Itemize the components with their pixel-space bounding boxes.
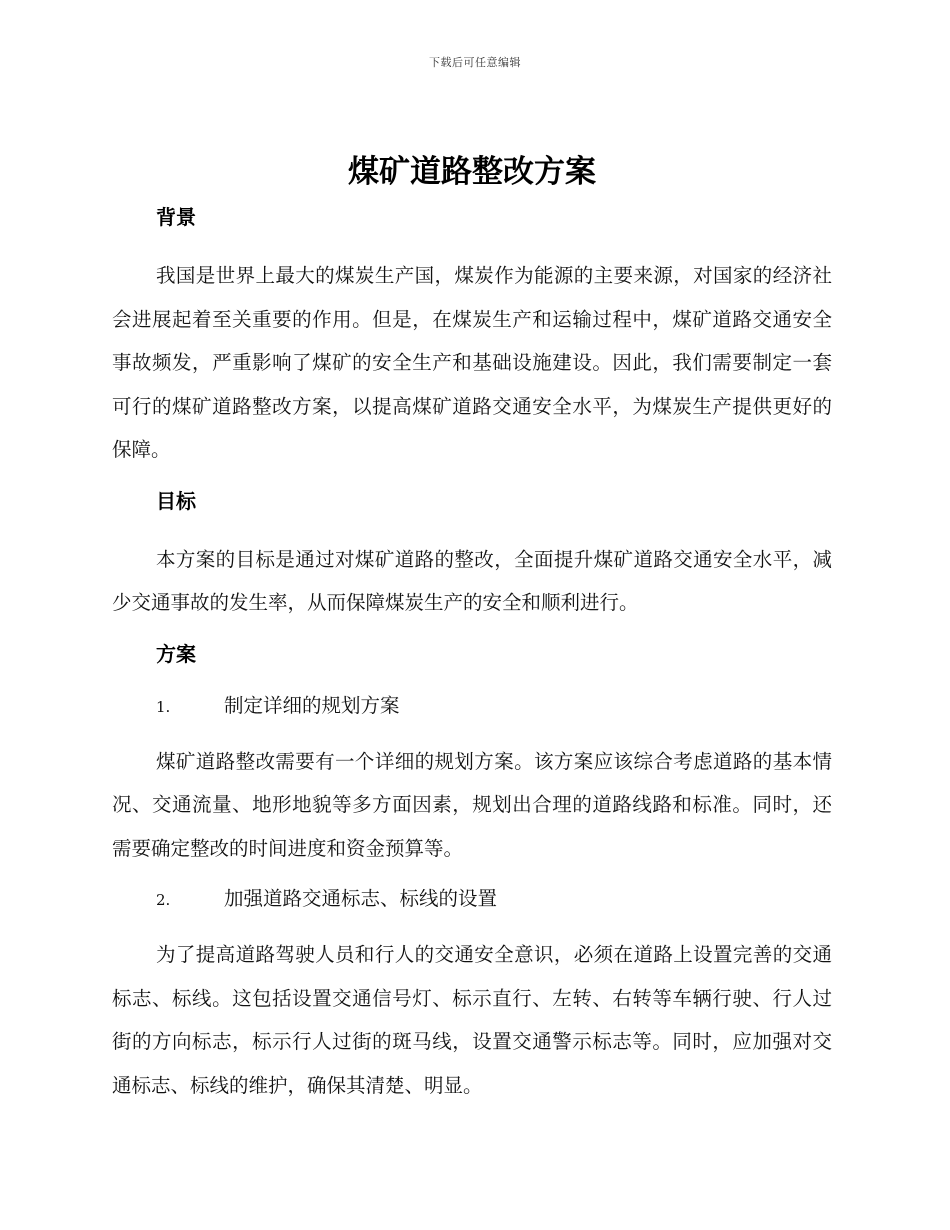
plan-item-2-paragraph: 为了提高道路驾驶人员和行人的交通安全意识，必须在道路上设置完善的交通标志、标线。这包括设置交通信号灯、标示直行、左转、右转等车辆行驶、行人过街的方向标志，标示行人过街的斑马线，设置交通警示标志等。同时，应加强对交通标志、标线的维护，确保其清楚、明显。 [112, 943, 832, 1097]
plan-item-1-paragraph: 煤矿道路整改需要有一个详细的规划方案。该方案应该综合考虑道路的基本情况、交通流量、地形地貌等多方面因素，规划出合理的道路线路和标准。同时，还需要确定整改的时间进度和资金预算等。 [112, 749, 832, 860]
page-header-note: 下载后可任意编辑 [429, 56, 521, 69]
background-paragraph: 我国是世界上最大的煤炭生产国，煤炭作为能源的主要来源，对国家的经济社会进展起着至关重要的作用。但是，在煤炭生产和运输过程中，煤矿道路交通安全事故频发，严重影响了煤矿的安全生产和基础设施建设。因此，我们需要制定一套可行的煤矿道路整改方案，以提高煤矿道路交通安全水平，为煤炭生产提供更好的保障。 [112, 264, 832, 461]
document-title: 煤矿道路整改方案 [348, 154, 596, 190]
goal-paragraph: 本方案的目标是通过对煤矿道路的整改，全面提升煤矿道路交通安全水平，减少交通事故的发生率，从而保障煤炭生产的安全和顺利进行。 [112, 547, 832, 614]
plan-item-2-number: 2. [156, 891, 171, 909]
section-heading-background: 背景 [156, 205, 196, 229]
plan-item-2-title: 加强道路交通标志、标线的设置 [224, 887, 498, 910]
plan-item-1-title: 制定详细的规划方案 [224, 693, 400, 717]
plan-item-1-heading [156, 691, 832, 722]
plan-item-2-heading [156, 884, 832, 915]
plan-item-1-number: 1. [156, 697, 171, 716]
section-heading-goal: 目标 [156, 488, 196, 513]
section-heading-plan: 方案 [156, 641, 196, 666]
document-body [112, 148, 832, 1121]
